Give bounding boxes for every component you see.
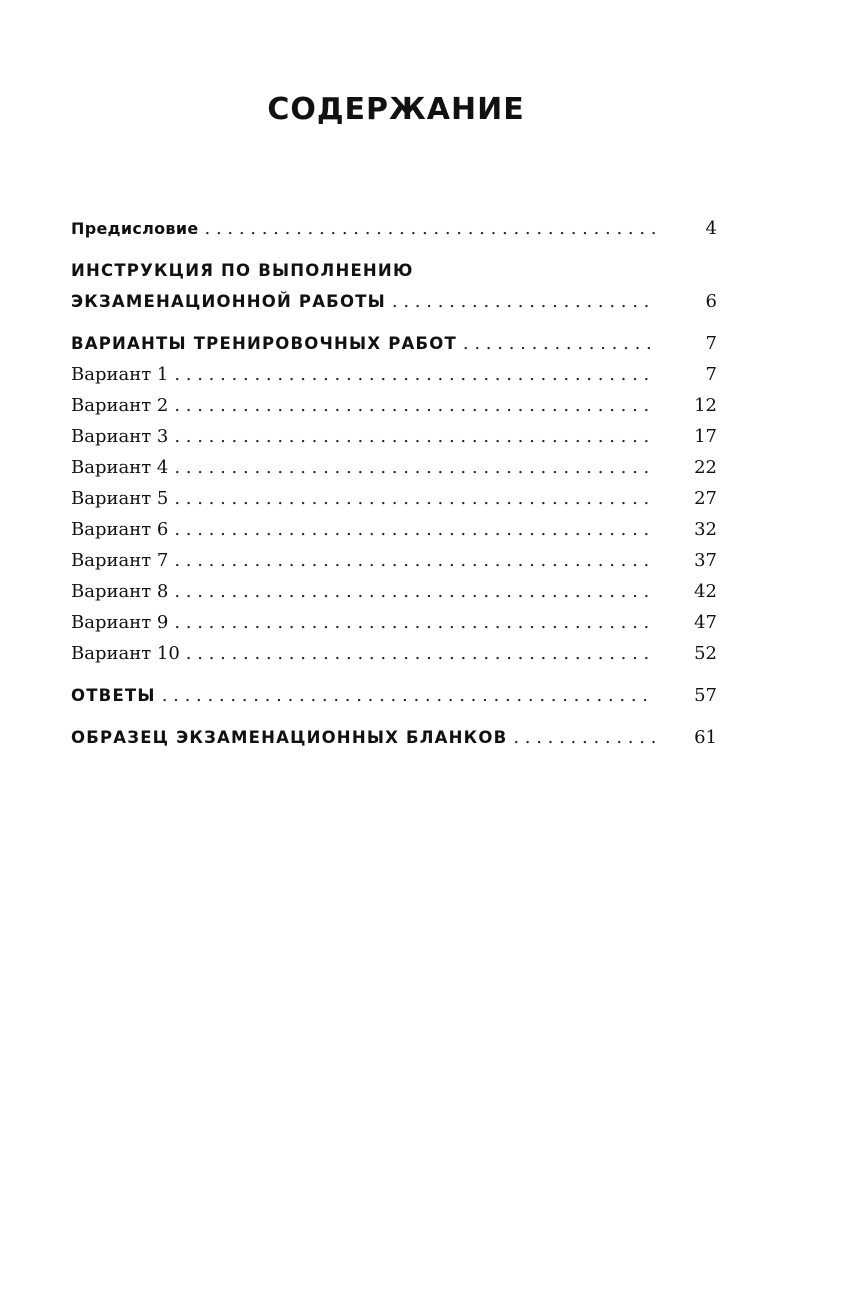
toc-entry-label: ОТВЕТЫ — [71, 686, 156, 705]
dot-leader — [168, 390, 655, 421]
page-title: СОДЕРЖАНИЕ — [267, 92, 525, 127]
toc-entry-label: Вариант 4 — [71, 457, 169, 478]
toc-entry-variant[interactable] — [71, 576, 717, 607]
toc-entry-label: Вариант 2 — [71, 395, 169, 416]
toc-page-number: 6 — [705, 291, 717, 312]
toc-entry-label-continued: ЭКЗАМЕНАЦИОННОЙ РАБОТЫ — [71, 292, 386, 311]
toc-entry-label: ОБРАЗЕЦ ЭКЗАМЕНАЦИОННЫХ БЛАНКОВ — [71, 728, 508, 747]
toc-entry-label: Вариант 6 — [71, 519, 169, 540]
toc-entry-label: Вариант 1 — [71, 364, 169, 385]
toc-page-number: 37 — [694, 550, 717, 571]
toc-entry-preface[interactable] — [71, 213, 717, 244]
toc-page-number: 4 — [705, 218, 717, 239]
toc-entry-label: Вариант 5 — [71, 488, 169, 509]
dot-leader — [199, 213, 655, 244]
dot-leader — [168, 421, 655, 452]
toc-entry-label: Вариант 3 — [71, 426, 169, 447]
dot-leader — [168, 452, 655, 483]
toc-entry-variants-section[interactable] — [71, 328, 717, 359]
toc-entry-variant[interactable] — [71, 607, 717, 638]
toc-entry-variant[interactable] — [71, 421, 717, 452]
toc-entry-label: Вариант 7 — [71, 550, 169, 571]
toc-page-number: 22 — [694, 457, 717, 478]
toc-page-number: 47 — [694, 612, 717, 633]
toc-entry-variant[interactable] — [71, 545, 717, 576]
toc-page-number: 57 — [694, 685, 717, 706]
toc-page-number: 17 — [694, 426, 717, 447]
toc-entry-label: Предисловие — [71, 219, 199, 238]
table-of-contents — [71, 213, 717, 753]
dot-leader — [156, 680, 655, 711]
toc-page-number: 27 — [694, 488, 717, 509]
dot-leader — [507, 722, 655, 753]
toc-page-number: 7 — [705, 364, 717, 385]
dot-leader — [168, 514, 655, 545]
toc-entry-instructions[interactable] — [71, 255, 717, 317]
toc-entry-label: Вариант 10 — [71, 643, 180, 664]
dot-leader — [457, 328, 655, 359]
toc-entry-forms[interactable] — [71, 722, 717, 753]
dot-leader — [180, 638, 655, 669]
toc-entry-variant[interactable] — [71, 452, 717, 483]
dot-leader — [168, 545, 655, 576]
toc-entry-variant[interactable] — [71, 483, 717, 514]
dot-leader — [168, 576, 655, 607]
toc-entry-variant[interactable] — [71, 638, 717, 669]
toc-page-number: 52 — [694, 643, 717, 664]
toc-entry-variant[interactable] — [71, 390, 717, 421]
toc-entry-label: Вариант 9 — [71, 612, 169, 633]
dot-leader — [168, 483, 655, 514]
toc-page-number: 12 — [694, 395, 717, 416]
dot-leader — [168, 359, 655, 390]
dot-leader — [168, 607, 655, 638]
toc-entry-label: ВАРИАНТЫ ТРЕНИРОВОЧНЫХ РАБОТ — [71, 334, 457, 353]
toc-page-number: 7 — [705, 333, 717, 354]
toc-entry-label: ИНСТРУКЦИЯ ПО ВЫПОЛНЕНИЮ — [71, 261, 414, 280]
toc-page-number: 42 — [694, 581, 717, 602]
toc-entry-variant[interactable] — [71, 359, 717, 390]
toc-entry-label: Вариант 8 — [71, 581, 169, 602]
toc-page-number: 32 — [694, 519, 717, 540]
toc-entry-answers[interactable] — [71, 680, 717, 711]
dot-leader — [386, 286, 655, 317]
toc-entry-variant[interactable] — [71, 514, 717, 545]
toc-page-number: 61 — [694, 727, 717, 748]
